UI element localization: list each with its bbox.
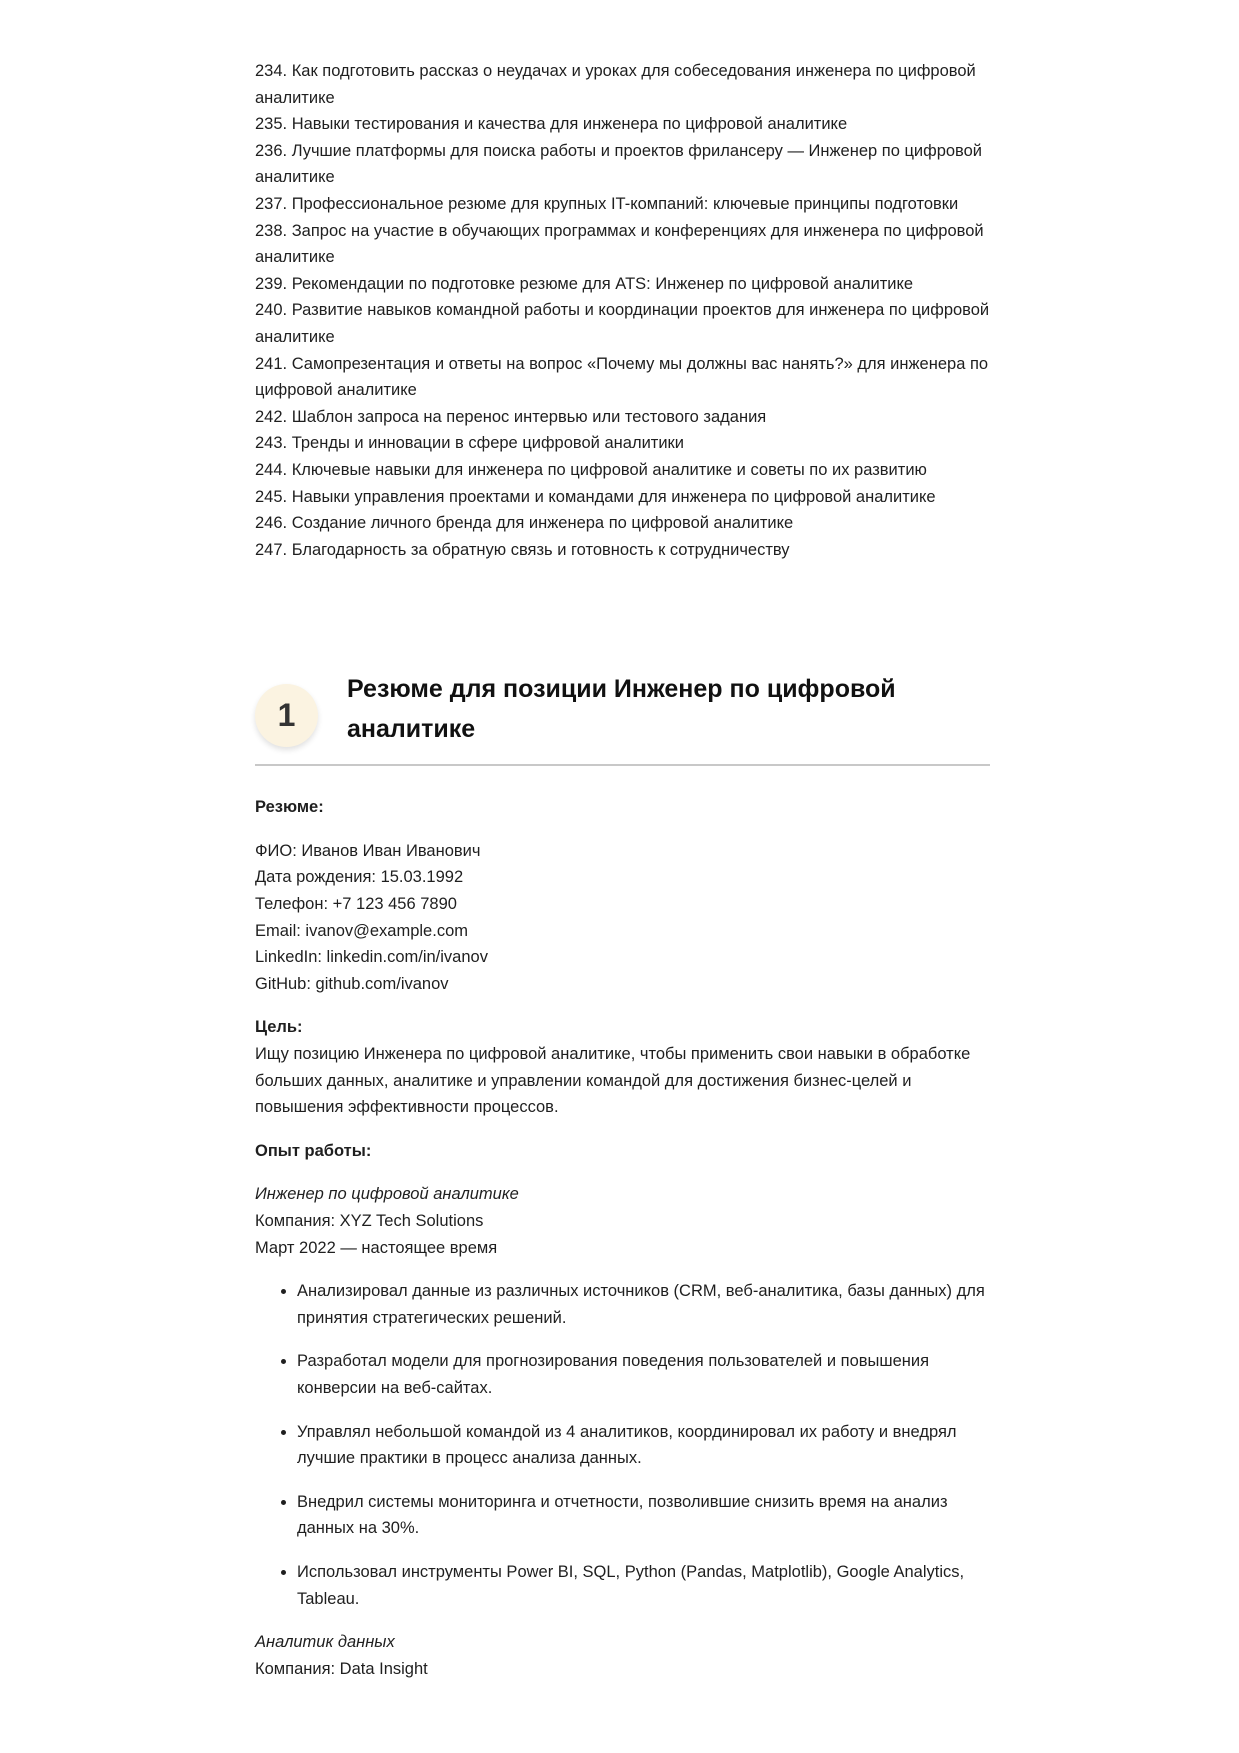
- job-company: Компания: XYZ Tech Solutions: [255, 1212, 484, 1230]
- toc-item[interactable]: 240. Развитие навыков командной работы и координации проектов для инженера по цифровой аналитике: [255, 301, 990, 346]
- list-item: • Анализировал данные из различных источников (CRM, веб-аналитика, базы данных) для принятия стратегических решений.: [297, 1278, 990, 1331]
- contact-birthdate: Дата рождения: 15.03.1992: [255, 868, 464, 887]
- section-number-badge: 1: [255, 684, 318, 747]
- goal-text: Ищу позицию Инженера по цифровой аналитике, чтобы применить свои навыки в обработке больших данных, аналитике и управлении командой для достижения бизнес-целей и повышения эффективности процессов.: [255, 1045, 971, 1117]
- toc-item[interactable]: 242. Шаблон запроса на перенос интервью или тестового задания: [255, 407, 767, 426]
- job-title: Инженер по цифровой аналитике: [255, 1185, 519, 1204]
- toc-item[interactable]: 238. Запрос на участие в обучающих программах и конференциях для инженера по цифровой аналитике: [255, 221, 984, 267]
- goal-label: Цель:: [255, 1018, 303, 1037]
- toc-item[interactable]: 235. Навыки тестирования и качества для инженера по цифровой аналитике: [255, 115, 848, 134]
- job-company: Компания: Data Insight: [255, 1659, 428, 1678]
- contact-linkedin: LinkedIn: linkedin.com/in/ivanov: [255, 948, 488, 967]
- contact-name: ФИО: Иванов Иван Иванович: [255, 841, 481, 860]
- list-item: • Использовал инструменты Power BI, SQL, Python (Pandas, Matplotlib), Google Analytics, Tableau.: [297, 1559, 990, 1612]
- list-item: • Управлял небольшой командой из 4 аналитиков, координировал их работу и внедрял лучшие практики в процесс анализа данных.: [297, 1419, 990, 1472]
- contact-phone: Телефон: +7 123 456 7890: [255, 895, 457, 914]
- job-period: Март 2022 — настоящее время: [255, 1238, 498, 1257]
- toc-item[interactable]: 247. Благодарность за обратную связь и готовность к сотрудничеству: [255, 540, 790, 559]
- resume-label: Резюме:: [255, 798, 324, 817]
- contact-block: [255, 838, 990, 998]
- list-item: • Внедрил системы мониторинга и отчетности, позволившие снизить время на анализ данных на 30%.: [297, 1489, 990, 1542]
- section-title: Резюме для позиции Инженер по цифровой аналитике: [347, 675, 896, 744]
- toc-item[interactable]: 246. Создание личного бренда для инженера по цифровой аналитике: [255, 514, 794, 533]
- job-1-achievements: [255, 1278, 990, 1612]
- toc-item[interactable]: 241. Самопрезентация и ответы на вопрос «Почему мы должны вас нанять?» для инженера по цифровой аналитике: [255, 354, 989, 400]
- toc-item[interactable]: 239. Рекомендации по подготовке резюме для ATS: Инженер по цифровой аналитике: [255, 274, 914, 293]
- contact-email: Email: ivanov@example.com: [255, 921, 468, 940]
- toc-item[interactable]: 237. Профессиональное резюме для крупных IT-компаний: ключевые принципы подготовки: [255, 194, 959, 213]
- experience-label: Опыт работы:: [255, 1141, 372, 1160]
- toc-item[interactable]: 236. Лучшие платформы для поиска работы и проектов фрилансеру — Инженер по цифровой аналитике: [255, 141, 983, 187]
- document-content: [255, 58, 990, 1682]
- toc-list: [255, 58, 990, 563]
- job-1-header: [255, 1181, 990, 1261]
- section-header: [255, 677, 990, 766]
- toc-item[interactable]: 245. Навыки управления проектами и командами для инженера по цифровой аналитике: [255, 487, 936, 506]
- job-2-header: [255, 1629, 990, 1682]
- job-title: Аналитик данных: [255, 1633, 395, 1652]
- toc-item[interactable]: 243. Тренды и инновации в сфере цифровой аналитики: [255, 434, 684, 453]
- contact-github: GitHub: github.com/ivanov: [255, 974, 449, 993]
- toc-item[interactable]: 234. Как подготовить рассказ о неудачах и уроках для собеседования инженера по цифровой аналитике: [255, 62, 976, 107]
- list-item: • Разработал модели для прогнозирования поведения пользователей и повышения конверсии на веб-сайтах.: [297, 1348, 990, 1401]
- toc-item[interactable]: 244. Ключевые навыки для инженера по цифровой аналитике и советы по их развитию: [255, 460, 927, 479]
